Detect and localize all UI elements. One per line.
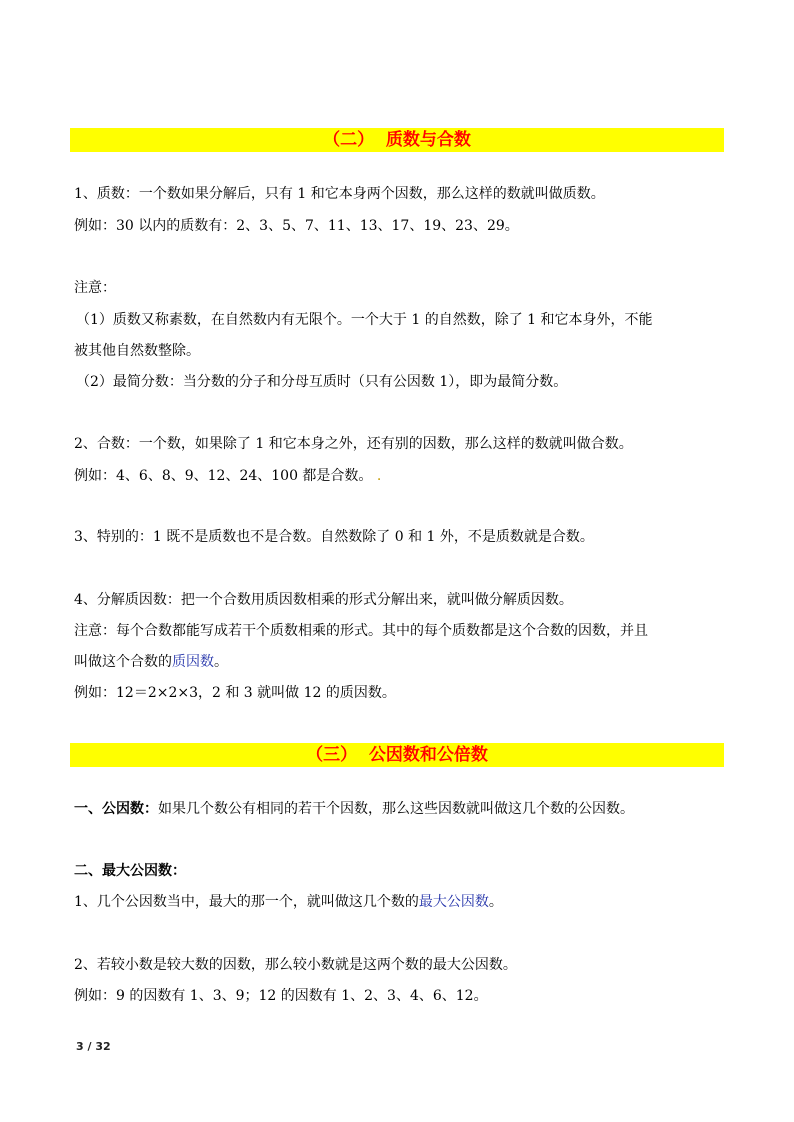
prime-definition: 1、质数：一个数如果分解后，只有 1 和它本身两个因数，那么这样的数就叫做质数。 [74, 186, 605, 202]
factorization-definition: 4、分解质因数：把一个合数用质因数相乘的形式分解出来，就叫做分解质因数。 [74, 592, 573, 608]
gcf-heading [74, 861, 734, 881]
factorization-note-line1: 注意：每个合数都能写成若干个质数相乘的形式。其中的每个质数都是这个合数的因数，并且 [74, 623, 648, 639]
section-heading-factors: （三） 公因数和公倍数 [70, 743, 724, 767]
note2: （2）最简分数：当分数的分子和分母互质时（只有公因数 1），即为最简分数。 [76, 374, 568, 390]
common-factor-definition [74, 799, 734, 819]
note1-line2: 被其他自然数整除。 [74, 343, 200, 359]
prime-factor-term: 质因数 [172, 654, 214, 670]
factorization-example: 例如：12＝2×2×3，2 和 3 就叫做 12 的质因数。 [74, 685, 396, 701]
gcf-item2-example: 例如：9 的因数有 1、3、9；12 的因数有 1、2、3、4、6、12。 [74, 988, 488, 1004]
common-factor-label: 一、公因数： [74, 801, 158, 817]
composite-example [74, 466, 734, 486]
prime-example: 例如：30 以内的质数有：2、3、5、7、11、13、17、19、23、29。 [74, 218, 519, 234]
composite-example-text: 例如：4、6、8、9、12、24、100 都是合数。 [74, 468, 373, 484]
composite-example-mark: . [376, 468, 382, 484]
note-label: 注意： [74, 280, 116, 296]
gcf-item2: 2、若较小数是较大数的因数，那么较小数就是这两个数的最大公因数。 [74, 957, 517, 973]
note1-line1: （1）质数又称素数，在自然数内有无限个。一个大于 1 的自然数，除了 1 和它本身外，不能 [76, 312, 653, 328]
gcf-item1-prefix: 1、几个公因数当中，最大的那一个，就叫做这几个数的 [74, 894, 419, 910]
special-case: 3、特别的：1 既不是质数也不是合数。自然数除了 0 和 1 外，不是质数就是合数。 [74, 529, 594, 545]
gcf-label: 二、最大公因数： [74, 863, 186, 879]
gcf-item1 [74, 892, 734, 912]
factorization-note-line2 [74, 652, 734, 672]
composite-definition: 2、合数：一个数，如果除了 1 和它本身之外，还有别的因数，那么这样的数就叫做合数。 [74, 436, 633, 452]
factorization-note-suffix: 。 [214, 654, 228, 670]
section-heading-primes: （二） 质数与合数 [70, 128, 724, 152]
common-factor-text: 如果几个数公有相同的若干个因数，那么这些因数就叫做这几个数的公因数。 [158, 801, 634, 817]
gcf-term: 最大公因数 [418, 894, 489, 910]
page-number: 3 / 32 [76, 1040, 111, 1053]
gcf-item1-suffix: 。 [488, 894, 503, 910]
factorization-note-prefix: 叫做这个合数的 [74, 654, 172, 670]
